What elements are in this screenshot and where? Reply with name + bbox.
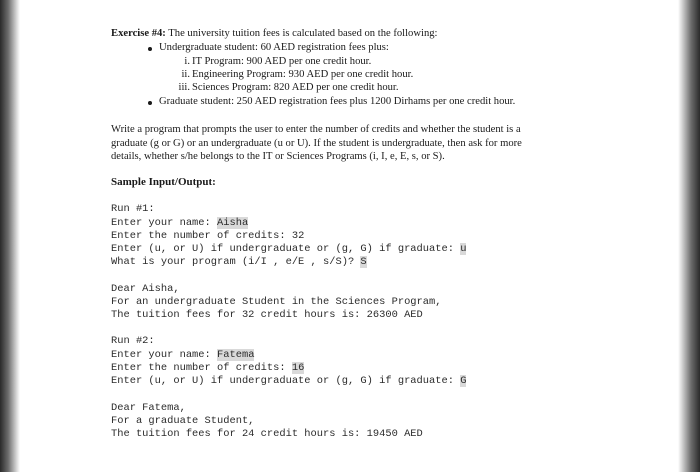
run1-type-line [111, 243, 466, 256]
credits-input-value: 32 [291, 230, 305, 242]
type-input-value: u [460, 243, 467, 255]
program-number: i. [184, 56, 190, 67]
run2-output-line: For a graduate Student, [111, 415, 255, 427]
type-input-value: G [460, 375, 467, 387]
bullet-icon [148, 101, 152, 105]
run2-title: Run #2: [111, 335, 155, 347]
name-input-value: Aisha [217, 217, 249, 229]
prompt-line: Write a program that prompts the user to enter the number of credits and whether the student is a [111, 124, 521, 135]
graduate-item: Graduate student: 250 AED registration fees plus 1200 Dirhams per one credit hour. [159, 96, 516, 107]
run2-type-line [111, 375, 466, 388]
run2-output-line: Dear Fatema, [111, 402, 186, 414]
program-item: IT Program: 900 AED per one credit hour. [192, 56, 372, 67]
bullet-icon [148, 47, 152, 51]
name-prompt: Enter your name: [111, 217, 218, 229]
exercise-heading [111, 27, 438, 40]
run1-name-line [111, 217, 248, 230]
exercise-intro: The university tuition fees is calculated based on the following: [168, 28, 438, 39]
program-item: Sciences Program: 820 AED per one credit hour. [192, 82, 399, 93]
run1-credits-line [111, 230, 304, 243]
run1-output-line: The tuition fees for 32 credit hours is: 26300 AED [111, 309, 423, 321]
run1-output-line: For an undergraduate Student in the Sciences Program, [111, 296, 442, 308]
credits-input-value: 16 [291, 362, 305, 374]
run1-output-line: Dear Aisha, [111, 283, 180, 295]
credits-prompt: Enter the number of credits: [111, 362, 292, 374]
program-number: iii. [178, 82, 190, 93]
sample-heading: Sample Input/Output: [111, 176, 216, 188]
run1-title: Run #1: [111, 203, 155, 215]
prompt-line: graduate (g or G) or an undergraduate (u or U). If the student is undergraduate, then ask for more [111, 138, 522, 149]
program-input-value: S [360, 256, 367, 268]
undergrad-item: Undergraduate student: 60 AED registration fees plus: [159, 42, 389, 53]
program-number: ii. [181, 69, 190, 80]
run1-program-line [111, 256, 367, 269]
run2-output-line: The tuition fees for 24 credit hours is: 19450 AED [111, 428, 423, 440]
name-input-value: Fatema [217, 349, 255, 361]
name-prompt: Enter your name: [111, 349, 218, 361]
run2-name-line [111, 349, 254, 362]
credits-prompt: Enter the number of credits: [111, 230, 292, 242]
type-prompt: Enter (u, or U) if undergraduate or (g, G) if graduate: [111, 375, 461, 387]
prompt-line: details, whether s/he belongs to the IT or Sciences Programs (i, I, e, E, s, or S). [111, 151, 445, 162]
run2-credits-line [111, 362, 304, 375]
program-item: Engineering Program: 930 AED per one credit hour. [192, 69, 414, 80]
type-prompt: Enter (u, or U) if undergraduate or (g, G) if graduate: [111, 243, 461, 255]
program-prompt: What is your program (i/I , e/E , s/S)? [111, 256, 361, 268]
exercise-label: Exercise #4: [111, 28, 166, 39]
